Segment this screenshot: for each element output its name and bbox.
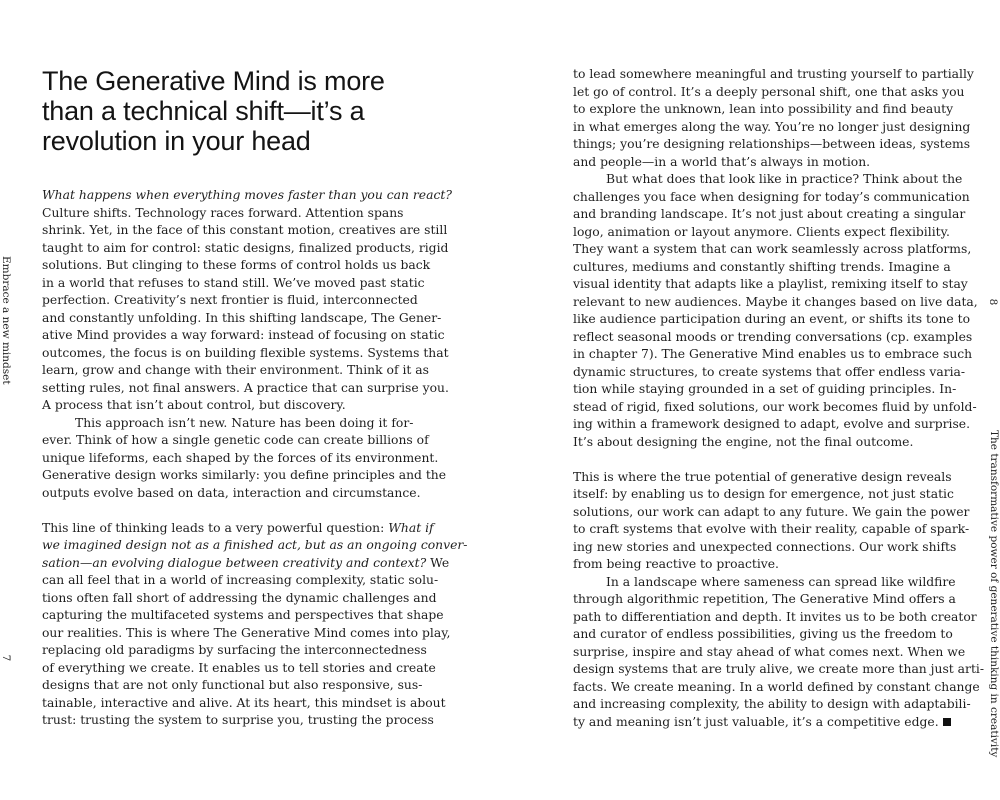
paragraph-gap — [42, 502, 442, 520]
running-head-right: The transformative power of generative thinking in creativity — [988, 430, 1000, 758]
text-line: setting rules, not final answers. A practice that can surprise you. — [42, 380, 449, 395]
right-page — [500, 0, 1000, 800]
text-line: in chapter 7). The Generative Mind enables us to embrace such — [573, 347, 973, 361]
text-line: outcomes, the focus is on building flexible systems. Systems that — [42, 345, 449, 360]
text-line: learn, grow and change with their environment. Think of it as — [42, 363, 429, 377]
text-line: taught to aim for control: static designs, finalized products, rigid — [42, 240, 449, 255]
italic-run: we imagined design not as a finished act, but as an ongoing conver- — [42, 538, 468, 552]
text-line: ing within a framework designed to adapt, evolve and surprise. — [573, 417, 971, 431]
text-line: stead of rigid, fixed solutions, our work becomes fluid by unfold- — [573, 399, 977, 414]
text-line — [42, 537, 468, 555]
text-line: in a world that refuses to stand still. We’ve moved past static — [42, 275, 425, 290]
heading-line: The Generative Mind is more — [42, 66, 385, 96]
text-line: design systems that are truly alive, we create more than just arti- — [573, 662, 985, 676]
italic-run: sation—an evolving dialogue between creativity and context? — [42, 555, 427, 570]
text-line: solutions. But clinging to these forms of control holds us back — [42, 258, 431, 272]
text-line: Culture shifts. Technology races forward. Attention spans — [42, 205, 404, 220]
text-line: relevant to new audiences. Maybe it changes based on live data, — [573, 294, 978, 309]
chapter-heading — [42, 66, 442, 156]
text-line: reflect seasonal moods or trending conversations (cp. examples — [573, 329, 973, 344]
text-line: to explore the unknown, lean into possibility and find beauty — [573, 102, 954, 116]
text-line: ative Mind provides a way forward: instead of focusing on static — [42, 328, 445, 342]
italic-run: What if — [388, 520, 434, 535]
text-line: In a landscape where sameness can spread like wildfire — [606, 574, 956, 589]
text-line: It’s about designing the engine, not the final outcome. — [573, 434, 914, 449]
text-line: unique lifeforms, each shaped by the forces of its environment. — [42, 450, 439, 465]
text-run: We — [430, 555, 450, 570]
text-line: replacing old paradigms by surfacing the interconnectedness — [42, 643, 427, 657]
text-line: shrink. Yet, in the face of this constant motion, creatives are still — [42, 223, 448, 237]
text-line: tion while staying grounded in a set of guiding principles. In- — [573, 382, 957, 396]
text-line: tions often fall short of addressing the dynamic challenges and — [42, 590, 437, 605]
text-run: ty and meaning isn’t just valuable, it’s a competitive edge. — [573, 714, 939, 729]
text-line: This approach isn’t new. Nature has been doing it for- — [75, 415, 414, 430]
text-line: perfection. Creativity’s next frontier is fluid, interconnected — [42, 293, 418, 307]
text-line: A process that isn’t about control, but discovery. — [42, 398, 346, 412]
text-line: visual identity that adapts like a playlist, remixing itself to stay — [573, 277, 968, 291]
text-line: and curator of endless possibilities, giving us the freedom to — [573, 627, 953, 641]
text-line: tainable, interactive and alive. At its heart, this mindset is about — [42, 695, 446, 710]
text-line: let go of control. It’s a deeply personal shift, one that asks you — [573, 84, 965, 99]
text-line: This is where the true potential of generative design reveals — [573, 469, 952, 484]
text-line: path to differentiation and depth. It invites us to be both creator — [573, 609, 977, 624]
text-line: solutions, our work can adapt to any future. We gain the power — [573, 504, 970, 519]
left-body-text — [42, 187, 468, 730]
text-line: like audience participation during an event, or shifts its tone to — [573, 312, 971, 326]
text-line: trust: trusting the system to surprise you, trusting the process — [42, 713, 434, 727]
text-line: ever. Think of how a single genetic code can create billions of — [42, 433, 429, 447]
page-number-left: 7 — [0, 654, 12, 662]
text-line: outputs evolve based on data, interaction and circumstance. — [42, 485, 421, 500]
text-line: and constantly unfolding. In this shifting landscape, The Gener- — [42, 310, 442, 325]
text-run: This line of thinking leads to a very powerful question: — [42, 520, 385, 535]
page-number-right: 8 — [987, 298, 999, 306]
text-line: itself: by enabling us to design for emergence, not just static — [573, 487, 954, 501]
text-line — [42, 187, 452, 205]
text-line: dynamic structures, to create systems that offer endless varia- — [573, 364, 966, 379]
text-line: ing new stories and unexpected connections. Our work shifts — [573, 539, 957, 554]
text-line: from being reactive to proactive. — [573, 557, 779, 571]
text-line: logo, animation or layout anymore. Clients expect flexibility. — [573, 224, 950, 239]
text-line: and branding landscape. It’s not just about creating a singular — [573, 207, 966, 221]
running-head-left: Embrace a new mindset — [0, 256, 12, 385]
paragraph-gap — [573, 451, 973, 469]
text-line — [573, 714, 973, 732]
text-line: to lead somewhere meaningful and trusting yourself to partially — [573, 67, 974, 81]
text-line: But what does that look like in practice? Think about the — [606, 172, 963, 186]
text-line — [42, 520, 442, 538]
text-line: facts. We create meaning. In a world defined by constant change — [573, 679, 980, 694]
text-line: challenges you face when designing for today’s communication — [573, 189, 970, 204]
text-line: things; you’re designing relationships—between ideas, systems — [573, 137, 971, 151]
text-line: They want a system that can work seamlessly across platforms, — [573, 242, 972, 256]
text-line: and increasing complexity, the ability to design with adaptabili- — [573, 697, 971, 711]
text-line: capturing the multifaceted systems and perspectives that shape — [42, 608, 444, 622]
text-line: designs that are not only functional but also responsive, sus- — [42, 678, 423, 692]
text-line: cultures, mediums and constantly shifting trends. Imagine a — [573, 259, 951, 274]
text-line: can all feel that in a world of increasing complexity, static solu- — [42, 573, 439, 587]
italic-lead: What happens when everything moves faster than you can react? — [42, 188, 452, 202]
heading-line: revolution in your head — [42, 126, 311, 156]
text-line: of everything we create. It enables us to tell stories and create — [42, 660, 436, 675]
text-line: surprise, inspire and stay ahead of what comes next. When we — [573, 644, 966, 659]
text-line: to craft systems that evolve with their reality, capable of spark- — [573, 522, 970, 536]
heading-line: than a technical shift—it’s a — [42, 96, 365, 126]
end-mark-icon — [943, 718, 951, 726]
text-line: through algorithmic repetition, The Generative Mind offers a — [573, 592, 956, 606]
text-line: Generative design works similarly: you define principles and the — [42, 468, 447, 482]
text-line — [42, 555, 450, 573]
text-line: in what emerges along the way. You’re no longer just designing — [573, 119, 971, 134]
right-body-text — [573, 66, 985, 731]
text-line: our realities. This is where The Generative Mind comes into play, — [42, 625, 451, 640]
text-line: and people—in a world that’s always in motion. — [573, 154, 871, 169]
